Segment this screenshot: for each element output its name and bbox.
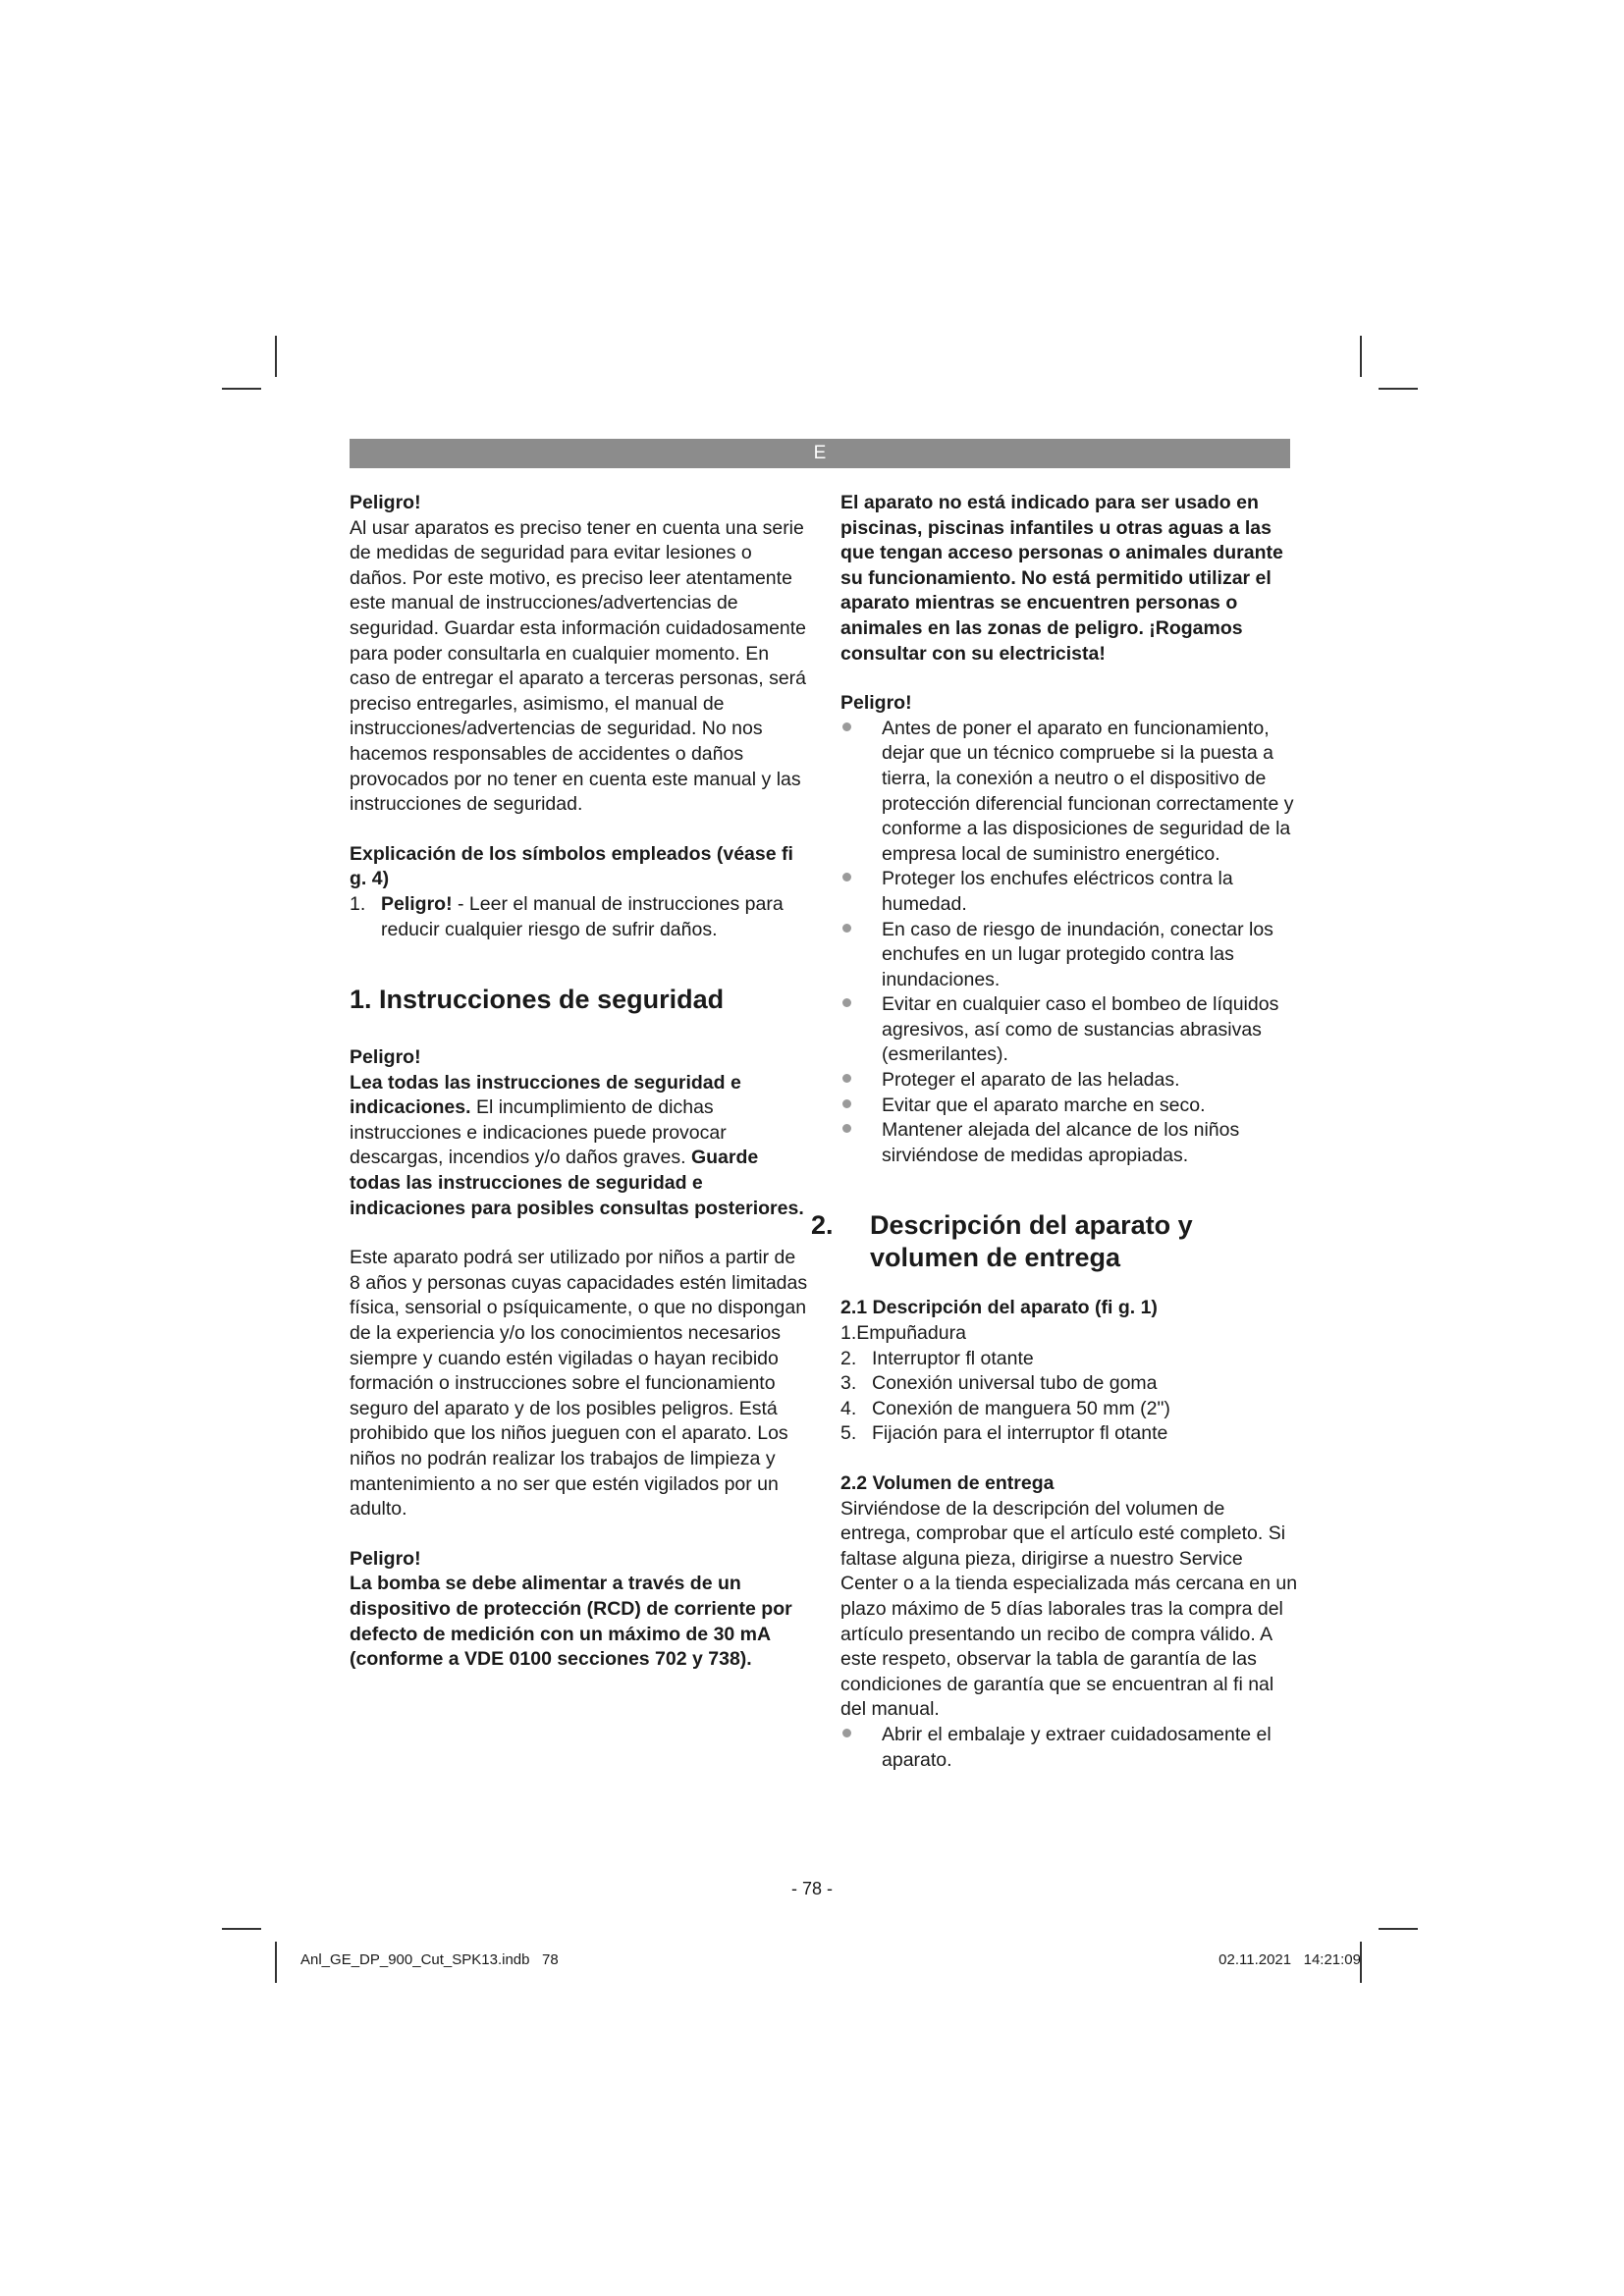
list-item [840, 1397, 1300, 1422]
danger-bullet-list [840, 717, 1300, 1169]
list-item-number: 4. [840, 1397, 857, 1419]
symbols-list [350, 892, 811, 942]
list-item [840, 1094, 1300, 1119]
bold-text: Lea todas las instrucciones de seguridad e indicaciones. [350, 1071, 741, 1119]
crop-mark [275, 336, 277, 377]
crop-mark [1379, 1928, 1418, 1930]
list-item-text: Evitar que el aparato marche en seco. [882, 1094, 1206, 1116]
left-column [350, 491, 811, 1673]
subsection-2-1-heading: 2.1 Descripción del aparato (fi g. 1) [840, 1297, 1158, 1319]
crop-mark [222, 388, 261, 390]
crop-mark [1379, 388, 1418, 390]
bullet-icon [842, 722, 851, 731]
danger-label: Peligro! [350, 1046, 421, 1069]
crop-mark [222, 1928, 261, 1930]
section-2-heading [811, 1209, 1300, 1274]
intro-paragraph: Al usar aparatos es preciso tener en cuenta una serie de medidas de seguridad para evitar lesiones o daños. Por este motivo, es preciso leer atentamente este manual de instrucciones/advertencias de seguridad. Guardar esta información cuidadosamente para poder consultarla en cualquier momento. En caso de entregar el aparato a terceras personas, será preciso entregarles, asimismo, el manual de instrucciones/advertencias de seguridad. No nos hacemos responsables de accidentes o daños provocados por no tener en cuenta este manual y las instrucciones de seguridad. [350, 516, 807, 816]
list-item-text: Fijación para el interruptor fl otante [872, 1422, 1168, 1445]
list-item-text: Interruptor fl otante [872, 1347, 1034, 1369]
list-item-text: Antes de poner el aparato en funcionamiento, dejar que un técnico compruebe si la puesta a tierra, la conexión a neutro o el dispositivo de protección diferencial funcionan correctamente y conforme a las disposiciones de seguridad de la empresa local de suministro energético. [882, 717, 1294, 865]
crop-mark [1360, 336, 1362, 377]
list-item [840, 1371, 1300, 1397]
list-item [840, 1723, 1300, 1773]
crop-mark [275, 1942, 277, 1983]
rcd-warning-paragraph: La bomba se debe alimentar a través de un dispositivo de protección (RCD) de corriente por defecto de medición con un máximo de 30 mA (conforme a VDE 0100 secciones 702 y 738). [350, 1573, 792, 1671]
list-item [840, 867, 1300, 917]
page-number: - 78 - [790, 1879, 833, 1898]
list-item [840, 1068, 1300, 1094]
list-item [840, 1421, 1300, 1447]
right-column [811, 491, 1300, 1773]
list-item: 1.Empuñadura [840, 1322, 966, 1345]
danger-label: Peligro! [350, 1547, 421, 1570]
delivery-paragraph: Sirviéndose de la descripción del volumen de entrega, comprobar que el artículo esté completo. Si faltase alguna pieza, dirigirse a nuestro Service Center o a la tienda especializada más cercana en un plazo máximo de 5 días laborales tras la compra del artículo presentando un recibo de compra válido. A este respeto, observar la tabla de garantía de las condiciones de garantía que se encuentran al fi nal del manual. [840, 1497, 1298, 1721]
list-item [840, 717, 1300, 868]
list-item-number: 1. [350, 892, 366, 915]
section-title: Descripción del aparato y volumen de entrega [870, 1210, 1193, 1273]
list-item-text: Proteger los enchufes eléctricos contra la humedad. [882, 868, 1233, 915]
list-item-text: Conexión de manguera 50 mm (2") [872, 1397, 1170, 1419]
language-header-bar [350, 439, 1290, 468]
list-item-text: Proteger el aparato de las heladas. [882, 1069, 1180, 1092]
pool-warning-paragraph: El aparato no está indicado para ser usado en piscinas, piscinas infantiles u otras aguas a las que tengan acceso personas o animales durante su funcionamiento. No está permitido utilizar el aparato mientras se encuentren personas o animales en las zonas de peligro. ¡Rogamos consultar con su electricista! [840, 492, 1283, 665]
section-number: 1. [350, 985, 372, 1015]
footer-timestamp: 02.11.2021 14:21:09 [1218, 1951, 1361, 1968]
section-1-heading [350, 984, 811, 1016]
body-text: El incumplimiento de dichas instrucciones e indicaciones puede provocar descargas, incendios y/o daños graves. [350, 1096, 727, 1169]
bold-text: Guarde todas las instrucciones de seguridad e indicaciones para posibles consultas posteriores. [350, 1147, 804, 1219]
children-paragraph: Este aparato podrá ser utilizado por niños a partir de 8 años y personas cuyas capacidades estén limitadas física, sensorial o psíquicamente, o que no dispongan de la experiencia y/o los conocimientos necesarios siempre y cuando estén vigiladas o hayan recibido formación o instrucciones sobre el funcionamiento seguro del aparato y de los posibles peligros. Está prohibido que los niños jueguen con el aparato. Los niños no podrán realizar los trabajos de limpieza y mantenimiento a no ser que estén vigilados por un adulto. [350, 1247, 808, 1521]
bullet-icon [842, 1124, 851, 1133]
list-item-number: 3. [840, 1372, 857, 1395]
bullet-icon [842, 1729, 851, 1737]
list-item-text: Mantener alejada del alcance de los niños sirviéndose de medidas apropiadas. [882, 1119, 1240, 1166]
delivery-bullet-list [840, 1723, 1300, 1773]
parts-list [840, 1347, 1300, 1447]
bullet-icon [842, 924, 851, 933]
bullet-icon [842, 873, 851, 881]
list-item-bold: Peligro! [381, 892, 453, 915]
bullet-icon [842, 1074, 851, 1083]
list-item [840, 1347, 1300, 1372]
list-item [840, 1118, 1300, 1168]
section-title: Instrucciones de seguridad [379, 985, 725, 1015]
list-item-number: 5. [840, 1422, 857, 1445]
section-number: 2. [811, 1210, 834, 1241]
list-item-number: 2. [840, 1347, 857, 1369]
list-item [840, 992, 1300, 1068]
list-item [840, 918, 1300, 993]
danger-label: Peligro! [350, 492, 421, 513]
list-item-text: Evitar en cualquier caso el bombeo de líquidos agresivos, así como de sustancias abrasivas (esmerilantes). [882, 993, 1279, 1066]
bullet-icon [842, 998, 851, 1007]
danger-label: Peligro! [840, 692, 912, 715]
list-item-text: Conexión universal tubo de goma [872, 1372, 1158, 1395]
subsection-2-2-heading: 2.2 Volumen de entrega [840, 1472, 1055, 1494]
language-code: E [813, 443, 827, 463]
list-item-text: Abrir el embalaje y extraer cuidadosamente el aparato. [882, 1723, 1272, 1771]
list-item-text: - Leer el manual de instrucciones para reducir cualquier riesgo de sufrir daños. [381, 892, 784, 940]
footer-file-name: Anl_GE_DP_900_Cut_SPK13.indb 78 [300, 1951, 559, 1968]
list-item [350, 892, 811, 942]
symbols-heading: Explicación de los símbolos empleados (véase fi g. 4) [350, 842, 793, 890]
safety-paragraph [350, 1071, 811, 1222]
list-item-text: En caso de riesgo de inundación, conectar los enchufes en un lugar protegido contra las inundaciones. [882, 918, 1273, 990]
bullet-icon [842, 1099, 851, 1108]
